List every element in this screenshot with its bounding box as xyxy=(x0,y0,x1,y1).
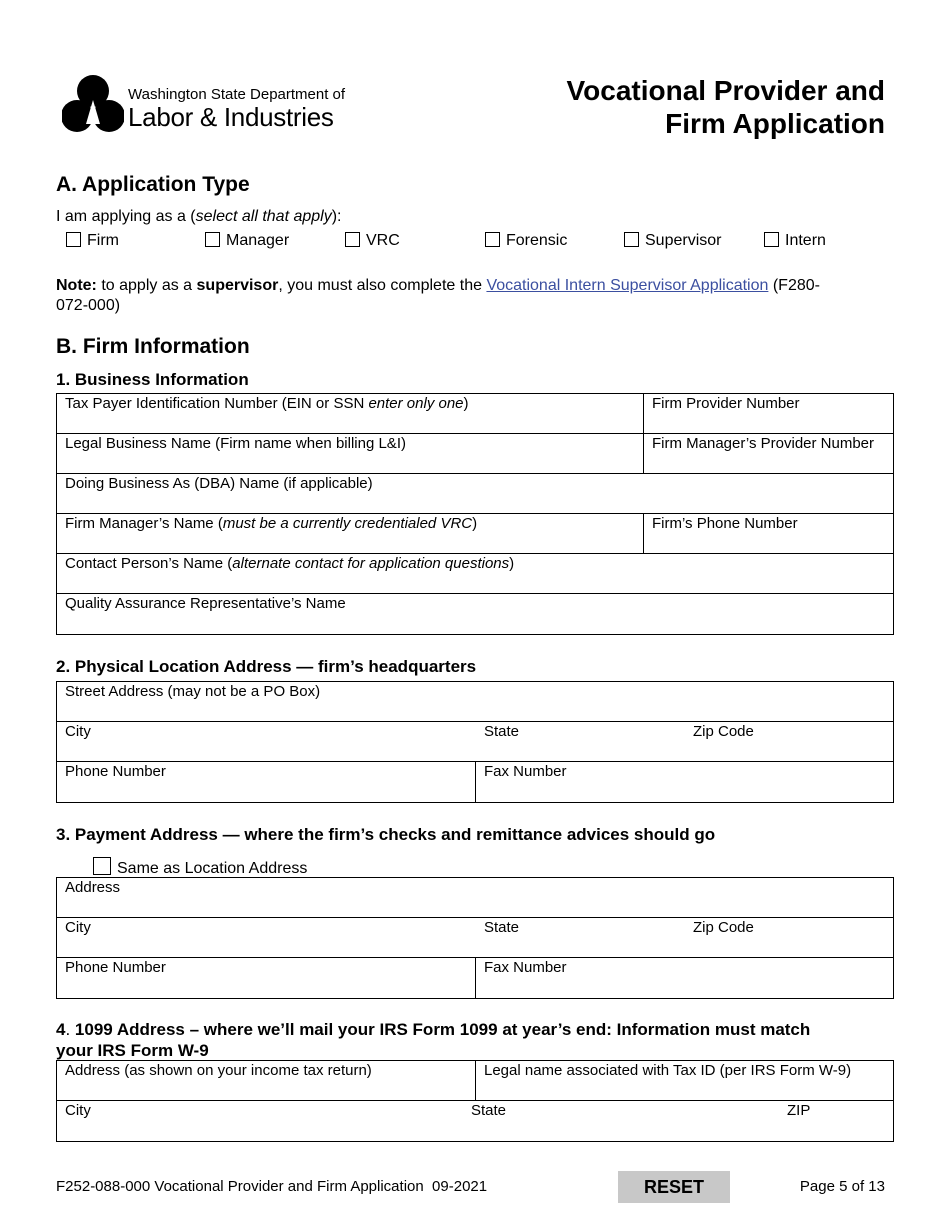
checkbox-label: Supervisor xyxy=(645,232,722,249)
lni-logo-icon xyxy=(62,74,124,136)
note-emphasis: supervisor xyxy=(196,277,279,294)
same-as-location-checkbox[interactable] xyxy=(93,857,307,878)
irs-address-field[interactable]: Address (as shown on your income tax return) xyxy=(65,1062,372,1079)
field-label-italic: alternate contact for application questions xyxy=(232,555,510,572)
payment-address-heading: 3. Payment Address — where the firm’s checks and remittance advices should go xyxy=(56,825,716,844)
field-label: ) xyxy=(509,555,515,572)
checkbox-vrc[interactable] xyxy=(345,232,400,250)
table-row xyxy=(57,594,893,634)
note-form-number: 072-000) xyxy=(56,297,121,314)
irs-1099-table xyxy=(56,1060,894,1142)
section-a-heading: A. Application Type xyxy=(56,173,250,196)
irs-city-field[interactable]: City xyxy=(65,1102,91,1119)
payment-phone-field[interactable]: Phone Number xyxy=(65,959,166,976)
checkbox-forensic[interactable] xyxy=(485,232,567,250)
table-row xyxy=(57,918,893,958)
field-label: ) xyxy=(472,515,478,532)
zip-code-field[interactable]: Zip Code xyxy=(693,723,754,740)
table-row xyxy=(57,434,893,474)
note-text: , you must also complete the xyxy=(278,277,487,294)
field-label-italic: enter only one xyxy=(368,395,464,412)
checkbox-label: Forensic xyxy=(506,232,568,249)
title-line2: Firm Application xyxy=(665,108,885,139)
application-prompt xyxy=(56,208,341,226)
street-address-field[interactable]: Street Address (may not be a PO Box) xyxy=(65,683,321,700)
irs-legal-name-field[interactable]: Legal name associated with Tax ID (per IRS Form W-9) xyxy=(475,1061,893,1100)
checkbox-box[interactable] xyxy=(93,857,111,875)
dba-name-field[interactable]: Doing Business As (DBA) Name (if applicable) xyxy=(65,475,373,492)
contact-person-field[interactable] xyxy=(57,554,893,593)
checkbox-firm[interactable] xyxy=(66,232,119,250)
note-text: (F280- xyxy=(768,277,820,294)
checkbox-box[interactable] xyxy=(764,232,779,247)
payment-address-field[interactable]: Address xyxy=(65,879,121,896)
checkbox-box[interactable] xyxy=(205,232,220,247)
field-label-italic: must be a currently credentialed VRC xyxy=(222,515,473,532)
table-row xyxy=(57,1101,893,1141)
logo-line1: Washington State Department of xyxy=(128,86,346,103)
heading-dot: . xyxy=(65,1020,71,1039)
checkbox-label: VRC xyxy=(366,232,400,249)
payment-zip-field[interactable]: Zip Code xyxy=(693,919,754,936)
legal-business-name-field[interactable]: Legal Business Name (Firm name when billing L&I) xyxy=(65,435,406,452)
payment-address-table xyxy=(56,877,894,999)
city-field[interactable]: City xyxy=(65,723,91,740)
checkbox-label: Same as Location Address xyxy=(117,860,308,877)
table-row xyxy=(57,1061,893,1101)
tax-id-field[interactable] xyxy=(57,394,643,433)
table-row xyxy=(57,682,893,722)
supervisor-application-link[interactable]: Vocational Intern Supervisor Application xyxy=(486,277,769,294)
supervisor-note xyxy=(56,276,886,316)
physical-address-heading: 2. Physical Location Address — firm’s headquarters xyxy=(56,657,477,676)
page-title xyxy=(567,74,885,140)
physical-address-table xyxy=(56,681,894,803)
field-label: Contact Person’s Name ( xyxy=(65,555,233,572)
checkbox-box[interactable] xyxy=(485,232,500,247)
checkbox-box[interactable] xyxy=(345,232,360,247)
logo-line2: Labor & Industries xyxy=(128,102,334,132)
page-number: Page 5 of 13 xyxy=(799,1178,885,1195)
business-info-heading: 1. Business Information xyxy=(56,370,249,389)
table-row xyxy=(57,762,893,802)
prompt-suffix: ): xyxy=(331,208,342,225)
field-label: ) xyxy=(463,395,469,412)
irs-state-field[interactable]: State xyxy=(471,1102,507,1119)
title-line1: Vocational Provider and xyxy=(566,75,885,106)
heading-line1: 1099 Address – where we’ll mail your IRS Form 1099 at year’s end: Information must match xyxy=(70,1020,811,1039)
checkbox-manager[interactable] xyxy=(205,232,289,250)
state-field[interactable]: State xyxy=(484,723,520,740)
table-row xyxy=(57,554,893,594)
reset-button[interactable]: RESET xyxy=(618,1171,730,1203)
firm-provider-number-field[interactable]: Firm Provider Number xyxy=(643,394,893,433)
prompt-prefix: I am applying as a ( xyxy=(56,208,196,225)
business-info-table xyxy=(56,393,894,635)
firm-manager-provider-number-field[interactable]: Firm Manager’s Provider Number xyxy=(643,434,893,473)
table-row xyxy=(57,722,893,762)
heading-number: 4 xyxy=(56,1020,66,1039)
table-row xyxy=(57,474,893,514)
note-text: to apply as a xyxy=(96,277,197,294)
checkbox-label: Firm xyxy=(87,232,119,249)
table-row xyxy=(57,958,893,998)
firm-manager-name-field[interactable] xyxy=(57,514,643,553)
lni-logo xyxy=(62,72,346,138)
checkbox-box[interactable] xyxy=(624,232,639,247)
qa-representative-field[interactable]: Quality Assurance Representative’s Name xyxy=(65,595,346,612)
checkbox-box[interactable] xyxy=(66,232,81,247)
payment-city-field[interactable]: City xyxy=(65,919,91,936)
irs-1099-heading xyxy=(56,1019,896,1061)
payment-state-field[interactable]: State xyxy=(484,919,520,936)
checkbox-label: Manager xyxy=(226,232,290,249)
table-row xyxy=(57,878,893,918)
heading-line2: your IRS Form W-9 xyxy=(56,1041,209,1060)
phone-number-field[interactable]: Phone Number xyxy=(65,763,166,780)
firm-phone-field[interactable]: Firm’s Phone Number xyxy=(643,514,893,553)
checkbox-label: Intern xyxy=(785,232,826,249)
payment-fax-field[interactable]: Fax Number xyxy=(475,958,893,998)
checkbox-intern[interactable] xyxy=(764,232,826,250)
form-id: F252-088-000 Vocational Provider and Firm Application 09-2021 xyxy=(56,1178,488,1195)
note-label: Note: xyxy=(56,277,97,294)
table-row xyxy=(57,514,893,554)
prompt-italic: select all that apply xyxy=(195,208,332,225)
field-label: Firm Manager’s Name ( xyxy=(65,515,223,532)
checkbox-supervisor[interactable] xyxy=(624,232,721,250)
field-label: Tax Payer Identification Number (EIN or SSN xyxy=(65,395,369,412)
section-b-heading: B. Firm Information xyxy=(56,335,250,358)
fax-number-field[interactable]: Fax Number xyxy=(475,762,893,802)
table-row xyxy=(57,394,893,434)
irs-zip-field[interactable]: ZIP xyxy=(787,1102,811,1119)
